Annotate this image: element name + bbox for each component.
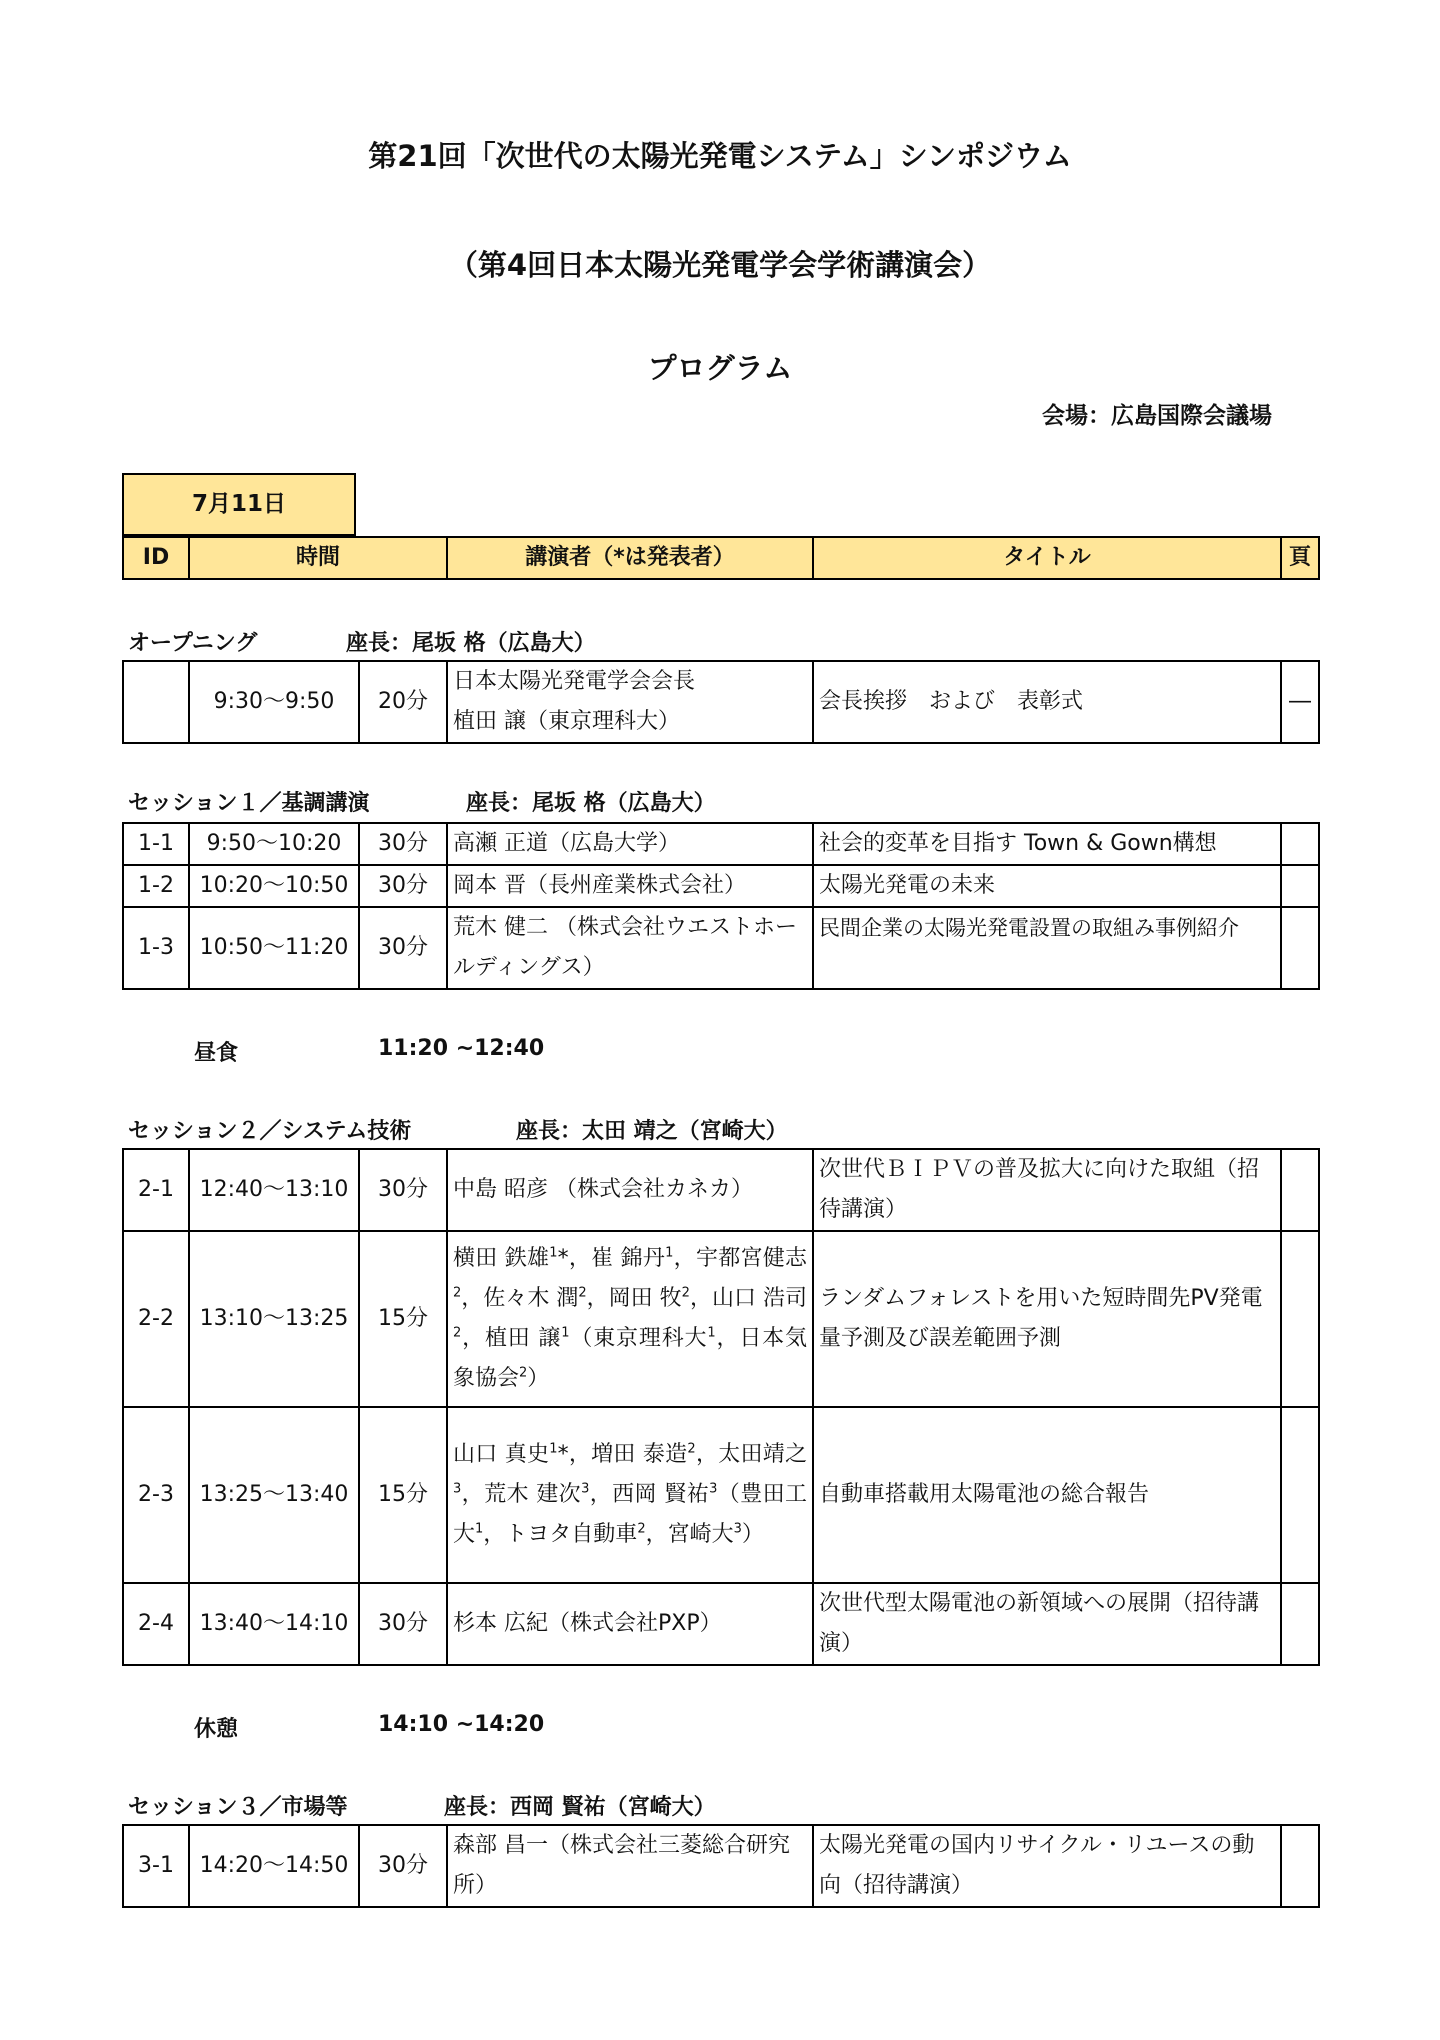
cell-time: 12:40〜13:10: [189, 1149, 359, 1231]
session1-table: [122, 822, 1320, 990]
cell-id: 2-4: [123, 1583, 189, 1665]
cell-page: [1281, 1231, 1319, 1407]
cell-title: 民間企業の太陽光発電設置の取組み事例紹介: [813, 907, 1281, 989]
session1-label: セッション１／基調講演: [128, 791, 370, 816]
cell-duration: 30分: [359, 865, 447, 907]
cell-time: 9:30〜9:50: [189, 661, 359, 743]
lunch-time: 11:20 ~12:40: [378, 1036, 545, 1061]
lunch-break: [194, 1036, 545, 1067]
session2-chair: 座長：太田 靖之（宮崎大）: [516, 1119, 788, 1144]
cell-speaker: 中島 昭彦 （株式会社カネカ）: [447, 1149, 813, 1231]
cell-id: 3-1: [123, 1825, 189, 1907]
cell-title: 自動車搭載用太陽電池の総合報告: [813, 1407, 1281, 1583]
column-header: [122, 536, 1320, 580]
cell-title: 次世代型太陽電池の新領域への展開（招待講演）: [813, 1583, 1281, 1665]
cell-id: 1-2: [123, 865, 189, 907]
cell-id: [123, 661, 189, 743]
cell-duration: 30分: [359, 1149, 447, 1231]
table-row: [123, 823, 1319, 865]
cell-id: 2-3: [123, 1407, 189, 1583]
cell-page: [1281, 823, 1319, 865]
cell-speaker: 荒木 健二 （株式会社ウエストホールディングス）: [447, 907, 813, 989]
table-row: [123, 1231, 1319, 1407]
cell-page: [1281, 1583, 1319, 1665]
cell-time: 9:50〜10:20: [189, 823, 359, 865]
cell-duration: 30分: [359, 1825, 447, 1907]
rest-break: [194, 1712, 545, 1743]
table-row: [123, 1583, 1319, 1665]
program-heading: プログラム: [647, 351, 793, 385]
session2-heading: [128, 1114, 788, 1145]
cell-duration: 30分: [359, 907, 447, 989]
lunch-label: 昼食: [194, 1041, 239, 1066]
cell-speaker: 高瀬 正道（広島大学）: [447, 823, 813, 865]
col-title: タイトル: [813, 537, 1281, 579]
session3-heading: [128, 1790, 716, 1821]
cell-time: 10:50〜11:20: [189, 907, 359, 989]
cell-title: 太陽光発電の未来: [813, 865, 1281, 907]
cell-duration: 30分: [359, 1583, 447, 1665]
col-id: ID: [123, 537, 189, 579]
cell-time: 13:40〜14:10: [189, 1583, 359, 1665]
cell-id: 2-2: [123, 1231, 189, 1407]
cell-title: 次世代ＢＩＰＶの普及拡大に向けた取組（招待講演）: [813, 1149, 1281, 1231]
cell-title: 社会的変革を目指す Town & Gown構想: [813, 823, 1281, 865]
cell-title: 太陽光発電の国内リサイクル・リユースの動向（招待講演）: [813, 1825, 1281, 1907]
session1-chair: 座長：尾坂 格（広島大）: [466, 791, 716, 816]
table-row: [123, 1825, 1319, 1907]
session3-label: セッション３／市場等: [128, 1795, 348, 1820]
opening-label: オープニング: [128, 631, 258, 656]
cell-duration: 15分: [359, 1231, 447, 1407]
cell-speaker: 日本太陽光発電学会会長 植田 譲（東京理科大）: [447, 661, 813, 743]
rest-label: 休憩: [194, 1717, 239, 1742]
cell-page: [1281, 1407, 1319, 1583]
cell-time: 13:10〜13:25: [189, 1231, 359, 1407]
cell-id: 1-3: [123, 907, 189, 989]
cell-speaker: 杉本 広紀（株式会社PXP）: [447, 1583, 813, 1665]
cell-page: [1281, 1825, 1319, 1907]
table-row: [123, 661, 1319, 743]
col-page: 頁: [1281, 537, 1319, 579]
table-row: [123, 1407, 1319, 1583]
cell-speaker: 山口 真史$^1$*，増田 泰造$^2$，太田靖之$^3$，荒木 建次$^3$，西岡 賢祐$^3$（豊田工大$^1$，トヨタ自動車$^2$，宮崎大$^3$）: [447, 1407, 813, 1583]
table-row: [123, 865, 1319, 907]
session3-chair: 座長：西岡 賢祐（宮崎大）: [444, 1795, 716, 1820]
cell-duration: 20分: [359, 661, 447, 743]
cell-speaker: 岡本 晋（長州産業株式会社）: [447, 865, 813, 907]
page-subtitle: （第4回日本太陽光発電学会学術講演会）: [448, 248, 992, 282]
cell-title: ランダムフォレストを用いた短時間先PV発電量予測及び誤差範囲予測: [813, 1231, 1281, 1407]
session1-heading: [128, 786, 716, 817]
opening-chair: 座長：尾坂 格（広島大）: [346, 631, 596, 656]
opening-table: [122, 660, 1320, 744]
cell-time: 14:20〜14:50: [189, 1825, 359, 1907]
cell-duration: 30分: [359, 823, 447, 865]
cell-duration: 15分: [359, 1407, 447, 1583]
col-time: 時間: [189, 537, 447, 579]
session3-table: [122, 1824, 1320, 1908]
col-speaker: 講演者（*は発表者）: [447, 537, 813, 579]
cell-id: 2-1: [123, 1149, 189, 1231]
table-row: [123, 907, 1319, 989]
cell-page: [1281, 1149, 1319, 1231]
cell-id: 1-1: [123, 823, 189, 865]
date-label: 7月11日: [122, 473, 356, 536]
opening-heading: [128, 626, 596, 657]
venue-label: 会場：広島国際会議場: [1042, 403, 1272, 429]
rest-time: 14:10 ~14:20: [378, 1712, 545, 1737]
session2-label: セッション２／システム技術: [128, 1119, 412, 1144]
cell-speaker: 横田 鉄雄$^1$*，崔 錦丹$^1$，宇都宮健志$^2$，佐々木 潤$^2$，岡田 牧$^2$，山口 浩司$^2$，植田 譲$^1$（東京理科大$^1$，日本気象協会$^2$）: [447, 1231, 813, 1407]
cell-time: 10:20〜10:50: [189, 865, 359, 907]
cell-page: [1281, 907, 1319, 989]
cell-time: 13:25〜13:40: [189, 1407, 359, 1583]
page-title: 第21回「次世代の太陽光発電システム」シンポジウム: [368, 139, 1072, 173]
cell-speaker: 森部 昌一（株式会社三菱総合研究所）: [447, 1825, 813, 1907]
table-row: [123, 1149, 1319, 1231]
cell-page: ―: [1281, 661, 1319, 743]
cell-page: [1281, 865, 1319, 907]
session2-table: [122, 1148, 1320, 1666]
cell-title: 会長挨拶 および 表彰式: [813, 661, 1281, 743]
